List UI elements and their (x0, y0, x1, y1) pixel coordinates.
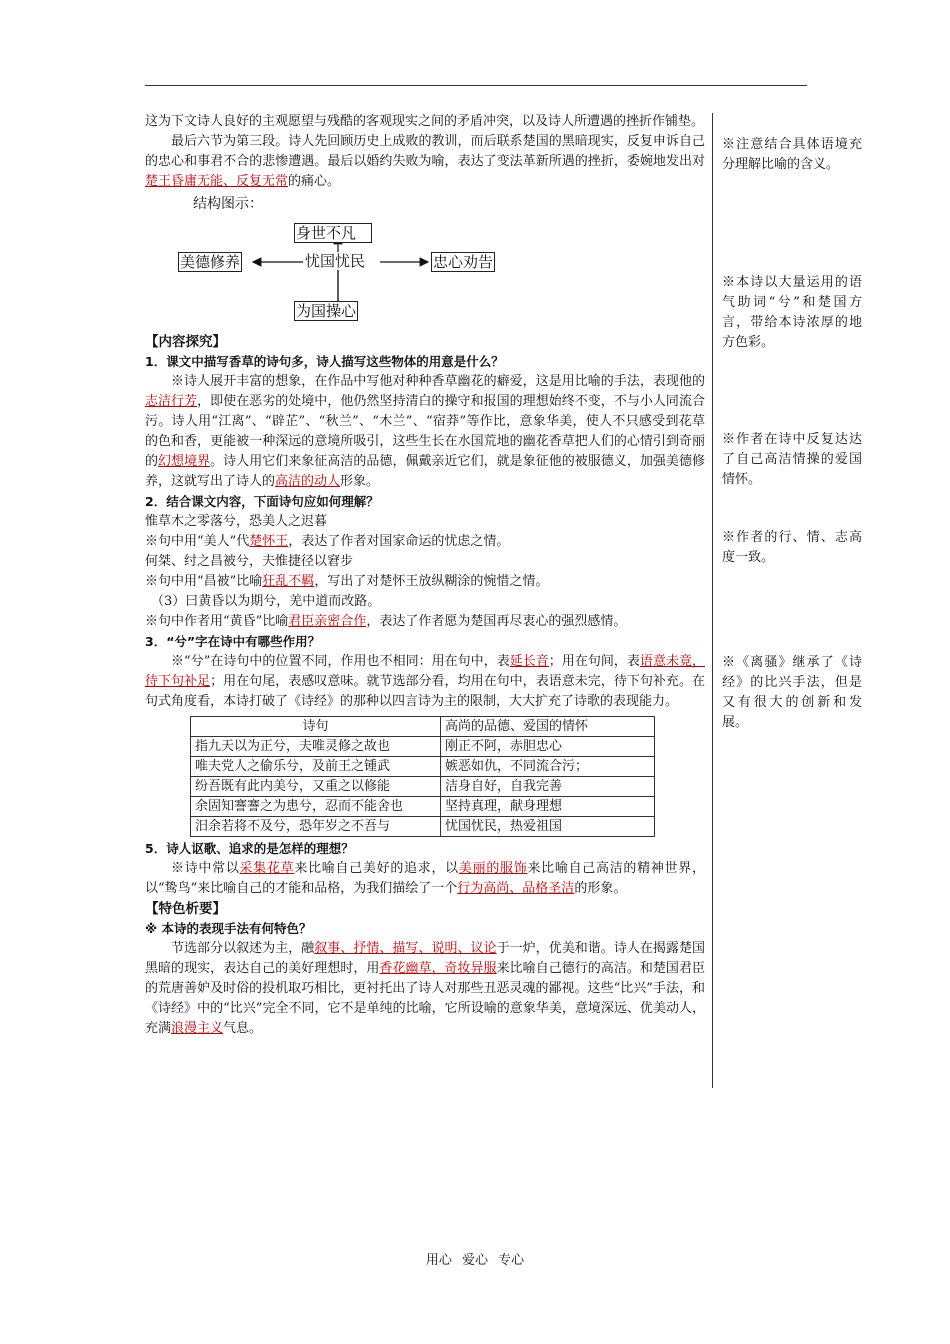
column-divider (712, 113, 713, 1088)
diagram-title: 结构图示： (193, 196, 263, 212)
answer-3: ※“兮”在诗句中的位置不同，作用也不相同：用在句中，表延长音；用在句间，表语意未竟，待下句补足；用在句尾，表感叹意味。就节选部分看，均用在句中，表语意未完，待下句补充。在句式角度看，本诗打破了《诗经》的那种以四言诗为主的限制，大大扩充了诗歌的表现能力。 (145, 654, 705, 709)
table-cell: 汨余若将不及兮，恐年岁之不吾与 (191, 817, 441, 837)
table-cell: 嫉恶如仇，不同流合污； (441, 757, 655, 777)
table-header-row (191, 717, 655, 737)
table-header: 诗句 (191, 717, 441, 737)
page-footer: 用心 爱心 专心 (425, 1253, 525, 1268)
answer-1: ※诗人展开丰富的想象，在作品中写他对种种香草幽花的癖爱，这是用比喻的手法，表现他的志洁行芳，即使在恶劣的处境中，他仍然坚持清白的操守和报国的理想始终不变，不与小人同流合污。诗人用“江离”、“辟芷”、“秋兰”、“木兰”、“宿莽”等作比，意象华美，使人不只感受到花草的色和香，更能被一种深远的意境所吸引，这些生长在水国荒地的幽花香草把人们的心情引到奇丽的幻想境界。诗人用它们来象征高洁的品德，佩戴亲近它们，就是象征他的被服德义，加强美德修养，这就写出了诗人的高洁的动人形象。 (145, 374, 705, 489)
intro-paragraph-1: 这为下文诗人良好的主观愿望与残酷的客观现实之间的矛盾冲突，以及诗人所遭遇的挫折作铺垫。 (145, 114, 705, 129)
table-cell: 纷吾既有此内美兮，又重之以修能 (191, 777, 441, 797)
note-1: ※句中用“美人”代楚怀王，表达了作者对国家命运的忧虑之情。 (145, 534, 510, 549)
question-1: 1．课文中描写香草的诗句多，诗人描写这些物体的用意是什么？ (145, 354, 504, 369)
table-row (191, 757, 655, 777)
virtue-table (190, 716, 655, 837)
diagram-arrows (145, 214, 705, 332)
diagram-node-left: 美德修养 (180, 253, 241, 271)
note-3: ※句中作者用“黄昏”比喻君臣亲密合作，表达了作者愿为楚国再尽衷心的强烈感情。 (145, 614, 627, 629)
note-2: ※句中用“昌被”比喻狂乱不羁，写出了对楚怀王放纵糊涂的惋惜之情。 (145, 574, 549, 589)
table-cell: 指九天以为正兮，夫唯灵修之故也 (191, 737, 441, 757)
main-column (145, 112, 705, 1039)
intro-paragraph-2: 最后六节为第三段。诗人先回顾历史上成败的教训，而后联系楚国的黑暗现实，反复申诉自己的忠心和事君不合的悲惨遭遇。最后以婚约失败为喻，表达了变法革新所遇的挫折，委婉地发出对楚王昏庸无能、反复无常的痛心。 (145, 134, 705, 189)
side-note: ※作者在诗中反复达达了自己高洁情操的爱国情怀。 (722, 432, 862, 487)
table-cell: 忧国忧民，热爱祖国 (441, 817, 655, 837)
section-heading: 【特色析要】 (145, 901, 226, 917)
answer-5: ※诗中常以采集花草来比喻自己美好的追求，以美丽的服饰来比喻自己高洁的精神世界，以“鸷鸟”来比喻自己的才能和品格，为我们描绘了一个行为高尚、品格圣洁的形象。 (145, 861, 705, 896)
question-5: 5．诗人讴歌、追求的是怎样的理想？ (145, 841, 354, 856)
table-cell: 坚持真理，献身理想 (441, 797, 655, 817)
feature-question: ※ 本诗的表现手法有何特色？ (145, 921, 312, 936)
verse-2: 何桀、纣之昌被兮，夫惟捷径以窘步 (145, 554, 354, 569)
table-header: 高尚的品德、爱国的情怀 (441, 717, 655, 737)
question-3: 3．“兮”字在诗中有哪些作用？ (145, 634, 321, 649)
diagram-node-bottom: 为国操心 (296, 302, 357, 320)
section-heading: 【内容探究】 (145, 334, 226, 350)
table-cell: 余固知謇謇之为患兮，忍而不能舍也 (191, 797, 441, 817)
verse-3: （3）曰黄昏以为期兮，羌中道而改路。 (151, 594, 381, 609)
side-note: ※《离骚》继承了《诗经》的比兴手法，但是又有很大的创新和发展。 (722, 655, 862, 730)
answer-highlight: 楚王昏庸无能、反复无常 (145, 174, 289, 189)
structure-diagram (145, 214, 705, 332)
table-cell: 洁身自好，自我完善 (441, 777, 655, 797)
side-note: ※本诗以大量运用的语气助词“兮”和楚国方言，带给本诗浓厚的地方色彩。 (722, 275, 862, 350)
side-note: ※注意结合具体语境充分理解比喻的含义。 (722, 137, 862, 172)
feature-answer: 节选部分以叙述为主，融叙事、抒情、描写、说明、议论于一炉，优美和谐。诗人在揭露楚国黑暗的现实，表达自己的美好理想时，用香花幽草，奇妆异服来比喻自己德行的高洁。和楚国君臣的荒唐善妒及时俗的投机取巧相比，更衬托出了诗人对那些丑恶灵魂的鄙视。这些“比兴”手法，和《诗经》中的“比兴”完全不同，它不是单纯的比喻，它所设喻的意象华美，意境深远、优美动人，充满浪漫主义气息。 (145, 941, 705, 1036)
table-row (191, 777, 655, 797)
table-row (191, 817, 655, 837)
side-note: ※作者的行、情、志高度一致。 (722, 530, 862, 565)
table-cell: 刚正不阿，赤胆忠心 (441, 737, 655, 757)
diagram-node-center: 忧国忧民 (305, 252, 366, 270)
diagram-node-right: 忠心劝告 (433, 253, 494, 271)
question-2: 2．结合课文内容，下面诗句应如何理解？ (145, 494, 379, 509)
table-cell: 唯夫党人之偷乐兮，及前王之锺武 (191, 757, 441, 777)
verse-1: 惟草木之零落兮，恐美人之迟暮 (145, 514, 328, 529)
table-row (191, 737, 655, 757)
diagram-node-top: 身世不凡 (294, 223, 372, 243)
top-rule (145, 85, 807, 86)
table-row (191, 797, 655, 817)
